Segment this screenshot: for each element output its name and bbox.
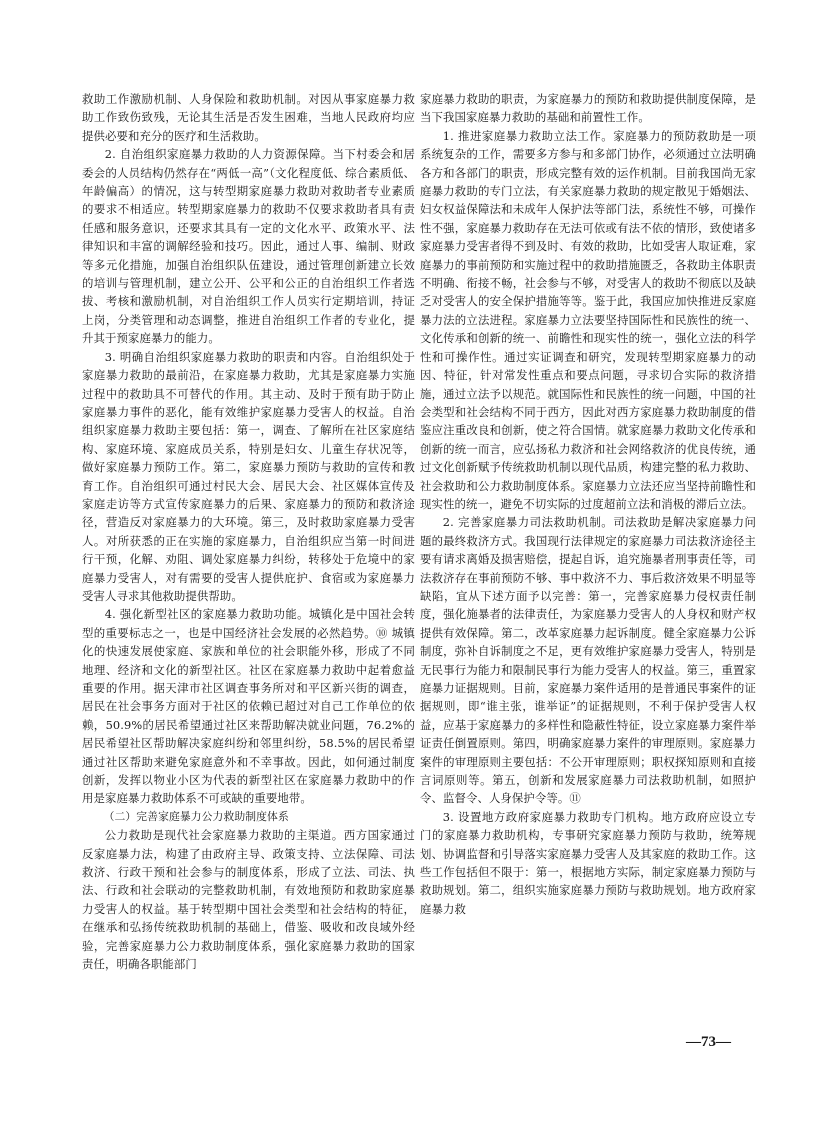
paragraph: 2. 自治组织家庭暴力救助的人力资源保障。当下村委会和居委会的人员结构仍然存在“两低一高”（文化程度低、综合素质低、年龄偏高）的情况，这与转型期家庭暴力救助对救助者专业素质的要求不相适应。转型期家庭暴力的救助不仅要求救助者具有责任感和服务意识，还要求其具有一定的文化水平、政策水平、法律知识和丰富的调解经验和技巧。因此，通过人事、编制、财政等多元化措施，加强自治组织队伍建设，通过管理创新建立长效的培训与管理机制，建立公开、公平和公正的自治组织工作者选拔、考核和激励机制，对自治组织工作人员实行定期培训，持证上岗，分类管理和动态调整，推进自治组织工作者的专业化，提升其于预家庭暴力的能力。 [82,147,415,346]
paragraph: 救助工作激励机制、人身保险和救助机制。对因从事家庭暴力救助工作致伤致残，无论其生活是否发生困难，当地人民政府均应提供必要和充分的医疗和生活救助。 [82,92,415,143]
paragraph: 4. 强化新型社区的家庭暴力救助功能。城镇化是中国社会转型的重要标志之一，也是中国经济社会发展的必然趋势。⑩ 城镇化的快速发展使家庭、家族和单位的社会职能外移，形成了不同地理、经济和文化的新型社区。社区在家庭暴力救助中起着愈益重要的作用。据天津市社区调查事务所对和平区新兴街的调查，居民在社会事务方面对于社区的依赖已超过对自己工作单位的依赖，50.9%的居民希望通过社区来帮助解决就业问题，76.2%的居民希望社区帮助解决家庭纠纷和邻里纠纷，58.5%的居民希望通过社区帮助来避免家庭意外和不幸事故。因此，如何通过制度创新，发挥以物业小区为代表的新型社区在家庭暴力救助中的作用是家庭暴力救助体系不可或缺的重要地带。 [82,607,415,806]
paragraph: 3. 明确自治组织家庭暴力救助的职责和内容。自治组织处于家庭暴力救助的最前沿，在家庭暴力救助，尤其是家庭暴力实施过程中的救助具不可替代的作用。其主动、及时于预有助于防止家庭暴力事件的恶化，能有效维护家庭暴力受害人的权益。自治组织家庭暴力救助主要包括：第一，调查、了解所在社区家庭结构、家庭环境、家庭成员关系，特别是妇女、儿童生存状况等，做好家庭暴力预防工作。第二，家庭暴力预防与救助的宣传和教育工作。自治组织可通过村民大会、居民大会、社区媒体宣传及家庭走访等方式宣传家庭暴力的后果、家庭暴力的预防和救济途径，营造反对家庭暴力的大环境。第三，及时救助家庭暴力受害人。对所获悉的正在实施的家庭暴力，自治组织应当第一时间进行干预，化解、劝阻、调处家庭暴力纠纷，转移处于危境中的家庭暴力受害人，对有需要的受害人提供庇护、食宿或为家庭暴力受害人寻求其他救助提供帮助。 [82,349,415,603]
section-subheading: （二）完善家庭暴力公力救助制度体系 [103,809,289,823]
paragraph: 2. 完善家庭暴力司法救助机制。司法救助是解决家庭暴力问题的最终救济方式。我国现行法律规定的家庭暴力司法救济途径主要有请求离婚及损害赔偿，提起自诉，追究施暴者刑事责任等，司法救济存在事前预防不够、事中救济不力、事后救济效果不明显等缺陷，宜从下述方面予以完善：第一，完善家庭暴力侵权责任制度，强化施暴者的法律责任，为家庭暴力受害人的人身权和财产权提供有效保障。第二，改革家庭暴力起诉制度。健全家庭暴力公诉制度，弥补自诉制度之不足，更有效维护家庭暴力受害人，特别是无民事行为能力和限制民事行为能力受害人的权益。第三，重置家庭暴力证据规则。目前，家庭暴力案件适用的是普通民事案件的证据规则，即“谁主张，谁举证”的证据规则，不利于保护受害人权益，应基于家庭暴力的多样性和隐蔽性特征，设立家庭暴力案件举证责任倒置原则。第四，明确家庭暴力案件的审理原则。家庭暴力案件的审理原则主要包括：不公开审理原则；职权探知原则和直接言词原则等。第五，创新和发展家庭暴力司法救助机制，如照护令、监督令、人身保护令等。⑪ [420,515,756,806]
right-column [420,90,756,918]
paragraph: 公力救助是现代社会家庭暴力救助的主渠道。西方国家通过反家庭暴力法，构建了由政府主导、政策支持、立法保障、司法救济、行政干预和社会参与的制度体系，形成了立法、司法、执法、行政和社会联动的完整救助机制，有效地预防和救助家庭暴力受害人的权益。基于转型期中国社会类型和社会结构的特征，在继承和弘扬传统救助机制的基础上，借鉴、吸收和改良域外经验，完善家庭暴力公力救助制度体系，强化家庭暴力救助的国家责任，明确各职能部门 [82,828,415,972]
page-number: —73— [686,1034,731,1050]
paragraph: 1. 推进家庭暴力救助立法工作。家庭暴力的预防救助是一项系统复杂的工作，需要多方参与和多部门协作，必须通过立法明确各方和各部门的职责，形成完整有效的运作机制。目前我国尚无家庭暴力救助的专门立法，有关家庭暴力救助的规定散见于婚姻法、妇女权益保障法和未成年人保护法等部门法，系统性不够，可操作性不强，家庭暴力救助存在无法可依或有法不依的情形，致使诸多家庭暴力受害者得不到及时、有效的救助，比如受害人取证难，家庭暴力的事前预防和实施过程中的救助措施匮乏，各救助主体职责不明确、衔接不畅，社会参与不够，对受害人的救助不彻底以及缺乏对受害人的安全保护措施等等。鉴于此，我国应加快推进反家庭暴力法的立法进程。家庭暴力立法要坚持国际性和民族性的统一、文化传承和创新的统一、前瞻性和现实性的统一，强化立法的科学性和可操作性。通过实证调查和研究，发现转型期家庭暴力的动因、特征，针对常发性重点和要点问题，寻求切合实际的救济措施，通过立法予以规范。就国际性和民族性的统一问题，中国的社会类型和社会结构不同于西方，因此对西方家庭暴力救助制度的借鉴应注重改良和创新，使之符合国情。就家庭暴力救助文化传承和创新的统一而言，应弘扬私力救济和社会网络救济的优良传统，通过文化创新赋予传统救助机制以现代品质，构建完整的私力救助、社会救助和公力救助制度体系。家庭暴力立法还应当坚持前瞻性和现实性的统一，避免不切实际的过度超前立法和消极的滞后立法。 [420,128,756,511]
paragraph: 家庭暴力救助的职责，为家庭暴力的预防和救助提供制度保障，是当下我国家庭暴力救助的基础和前置性工作。 [420,92,756,125]
left-column [82,90,415,974]
paragraph: 3. 设置地方政府家庭暴力救助专门机构。地方政府应设立专门的家庭暴力救助机构，专事研究家庭暴力预防与救助，统筹规划、协调监督和引导落实家庭暴力受害人及其家庭的救助工作。这些工作包括但不限于：第一，根据地方实际，制定家庭暴力预防与救助规划。第二，组织实施家庭暴力预防与救助规划。地方政府家庭暴力救 [420,809,756,916]
